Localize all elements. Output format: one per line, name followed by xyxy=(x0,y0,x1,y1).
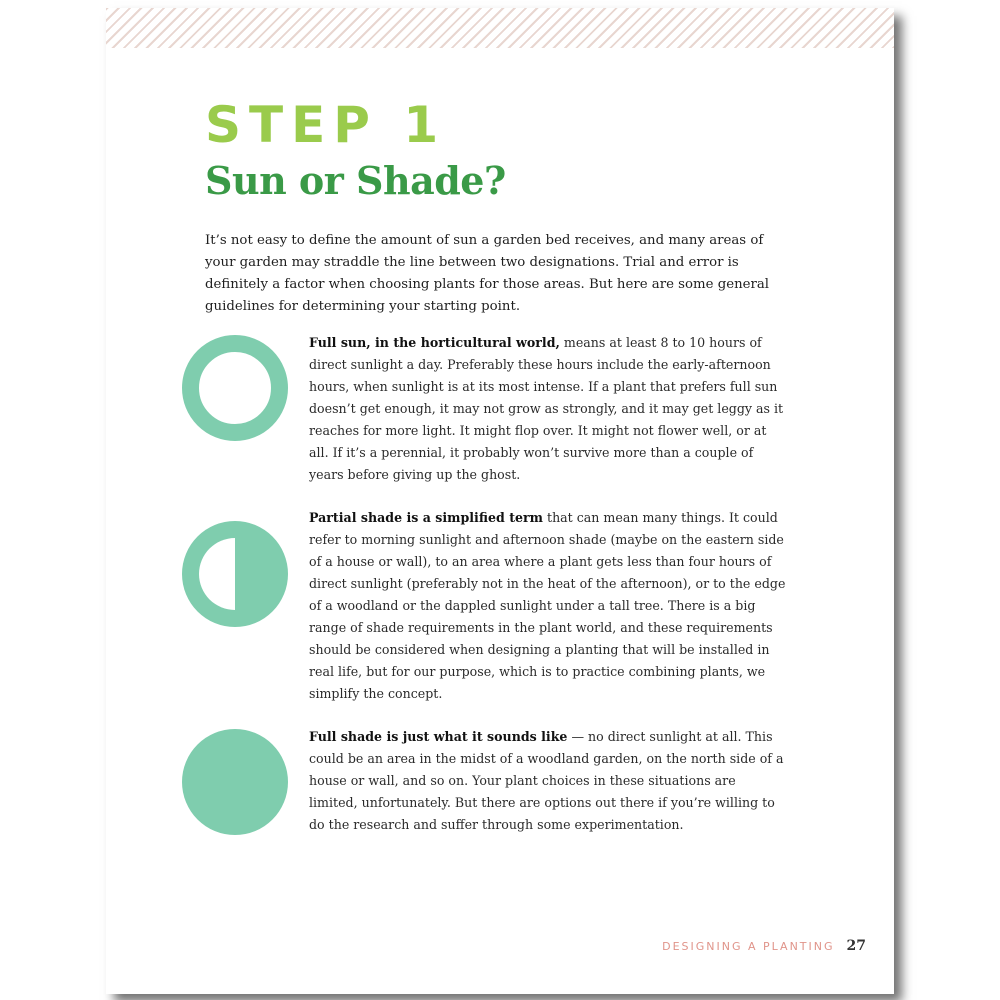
full-shade-paragraph xyxy=(309,726,787,836)
partial-shade-lead: Partial shade is a simplified term xyxy=(309,510,543,525)
full-shade-text: — no direct sunlight at all. This could be an area in the midst of a woodland garden, on the north side of a house or wall, and so on. Your plant choices in these situations are limited, unfortunately. But there are options out there if you’re willing to do the research and suffer through some experimentation. xyxy=(309,729,784,832)
book-page xyxy=(106,8,894,994)
full-sun-icon xyxy=(181,334,289,442)
partial-shade-text: that can mean many things. It could refer to morning sunlight and afternoon shade (maybe on the eastern side of a house or wall), to an area where a plant gets less than four hours of direct sunlight (preferably not in the heat of the afternoon), or to the edge of a woodland or the dappled sunlight under a tall tree. There is a big range of shade requirements in the plant world, and these requirements should be considered when designing a planting that will be installed in real life, but for our purpose, which is to practice combining plants, we simplify the concept. xyxy=(309,510,786,701)
full-sun-text: means at least 8 to 10 hours of direct sunlight a day. Preferably these hours include the early-afternoon hours, when sunlight is at its most intense. If a plant that prefers full sun doesn’t get enough, it may not grow as strongly, and it may get leggy as it reaches for more light. It might flop over. It might not flower well, or at all. If it’s a perennial, it probably won’t survive more than a couple of years before giving up the ghost. xyxy=(309,335,784,482)
full-sun-lead: Full sun, in the horticultural world, xyxy=(309,335,560,350)
page-number: 27 xyxy=(846,938,866,954)
intro-paragraph: It’s not easy to define the amount of sun a garden bed receives, and many areas of your garden may straddle the line between two designations. Trial and error is definitely a factor when choosing plants for those areas. But here are some general guidelines for determining your starting point. xyxy=(205,233,770,314)
page-title: Sun or Shade? xyxy=(205,158,506,203)
full-shade-lead: Full shade is just what it sounds like xyxy=(309,729,568,744)
full-shade-icon xyxy=(181,728,289,836)
page-footer xyxy=(662,938,866,954)
step-label: STEP 1 xyxy=(205,96,447,154)
chapter-label: DESIGNING A PLANTING xyxy=(662,940,835,953)
full-sun-paragraph xyxy=(309,332,787,486)
partial-shade-paragraph xyxy=(309,507,787,705)
header-stripe xyxy=(106,8,894,48)
partial-shade-icon xyxy=(181,520,289,628)
